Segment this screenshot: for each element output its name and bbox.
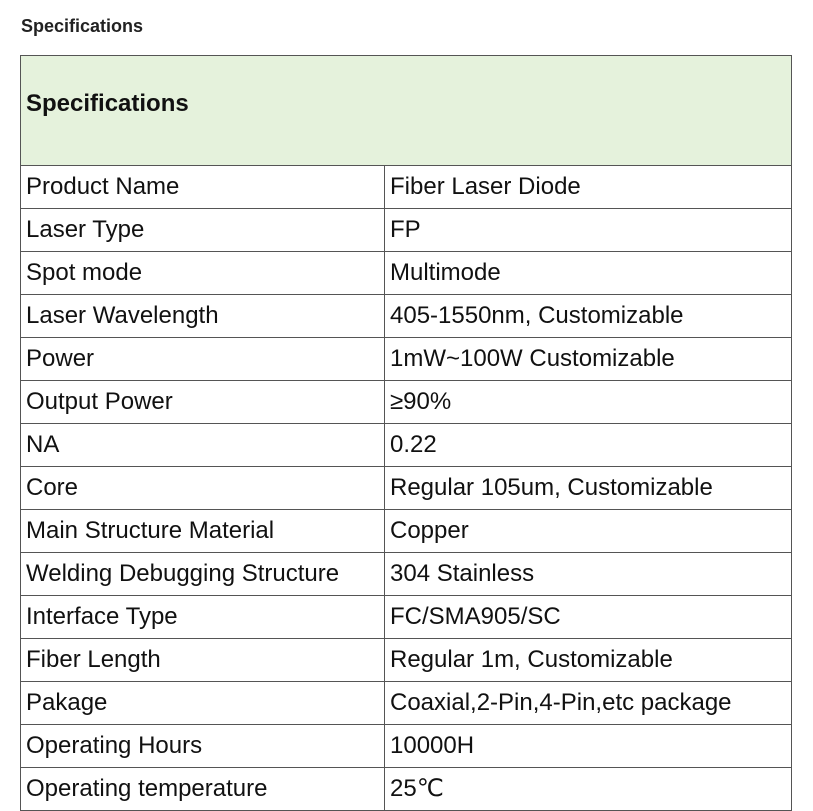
table-row bbox=[21, 209, 792, 252]
table-row bbox=[21, 467, 792, 510]
table-row bbox=[21, 295, 792, 338]
spec-label: Spot mode bbox=[21, 252, 385, 295]
table-header-row bbox=[21, 56, 792, 166]
spec-label: Operating temperature bbox=[21, 768, 385, 811]
table-row bbox=[21, 768, 792, 811]
spec-value: Multimode bbox=[385, 252, 792, 295]
spec-value: FC/SMA905/SC bbox=[385, 596, 792, 639]
spec-label: Interface Type bbox=[21, 596, 385, 639]
table-row bbox=[21, 252, 792, 295]
table-header: Specifications bbox=[21, 56, 792, 166]
table-row bbox=[21, 381, 792, 424]
spec-label: Fiber Length bbox=[21, 639, 385, 682]
spec-label: Laser Type bbox=[21, 209, 385, 252]
spec-value: 10000H bbox=[385, 725, 792, 768]
spec-label: Output Power bbox=[21, 381, 385, 424]
spec-value: Copper bbox=[385, 510, 792, 553]
spec-label: NA bbox=[21, 424, 385, 467]
spec-value: Regular 1m, Customizable bbox=[385, 639, 792, 682]
table-row bbox=[21, 338, 792, 381]
spec-label: Product Name bbox=[21, 166, 385, 209]
spec-value: Fiber Laser Diode bbox=[385, 166, 792, 209]
spec-label: Welding Debugging Structure bbox=[21, 553, 385, 596]
table-row bbox=[21, 553, 792, 596]
spec-value: ≥90% bbox=[385, 381, 792, 424]
table-row bbox=[21, 682, 792, 725]
page-title: Specifications bbox=[21, 16, 144, 36]
table-row bbox=[21, 725, 792, 768]
spec-value: 405-1550nm, Customizable bbox=[385, 295, 792, 338]
table-row bbox=[21, 424, 792, 467]
spec-label: Core bbox=[21, 467, 385, 510]
table-row bbox=[21, 166, 792, 209]
spec-label: Pakage bbox=[21, 682, 385, 725]
spec-value: 25℃ bbox=[385, 768, 792, 811]
spec-label: Main Structure Material bbox=[21, 510, 385, 553]
table-row bbox=[21, 596, 792, 639]
spec-value: 1mW~100W Customizable bbox=[385, 338, 792, 381]
table-row bbox=[21, 510, 792, 553]
spec-value: Regular 105um, Customizable bbox=[385, 467, 792, 510]
spec-label: Operating Hours bbox=[21, 725, 385, 768]
spec-value: 304 Stainless bbox=[385, 553, 792, 596]
spec-label: Power bbox=[21, 338, 385, 381]
spec-label: Laser Wavelength bbox=[21, 295, 385, 338]
specifications-table bbox=[20, 55, 792, 811]
spec-value: FP bbox=[385, 209, 792, 252]
spec-value: 0.22 bbox=[385, 424, 792, 467]
table-row bbox=[21, 639, 792, 682]
spec-value: Coaxial,2-Pin,4-Pin,etc package bbox=[385, 682, 792, 725]
